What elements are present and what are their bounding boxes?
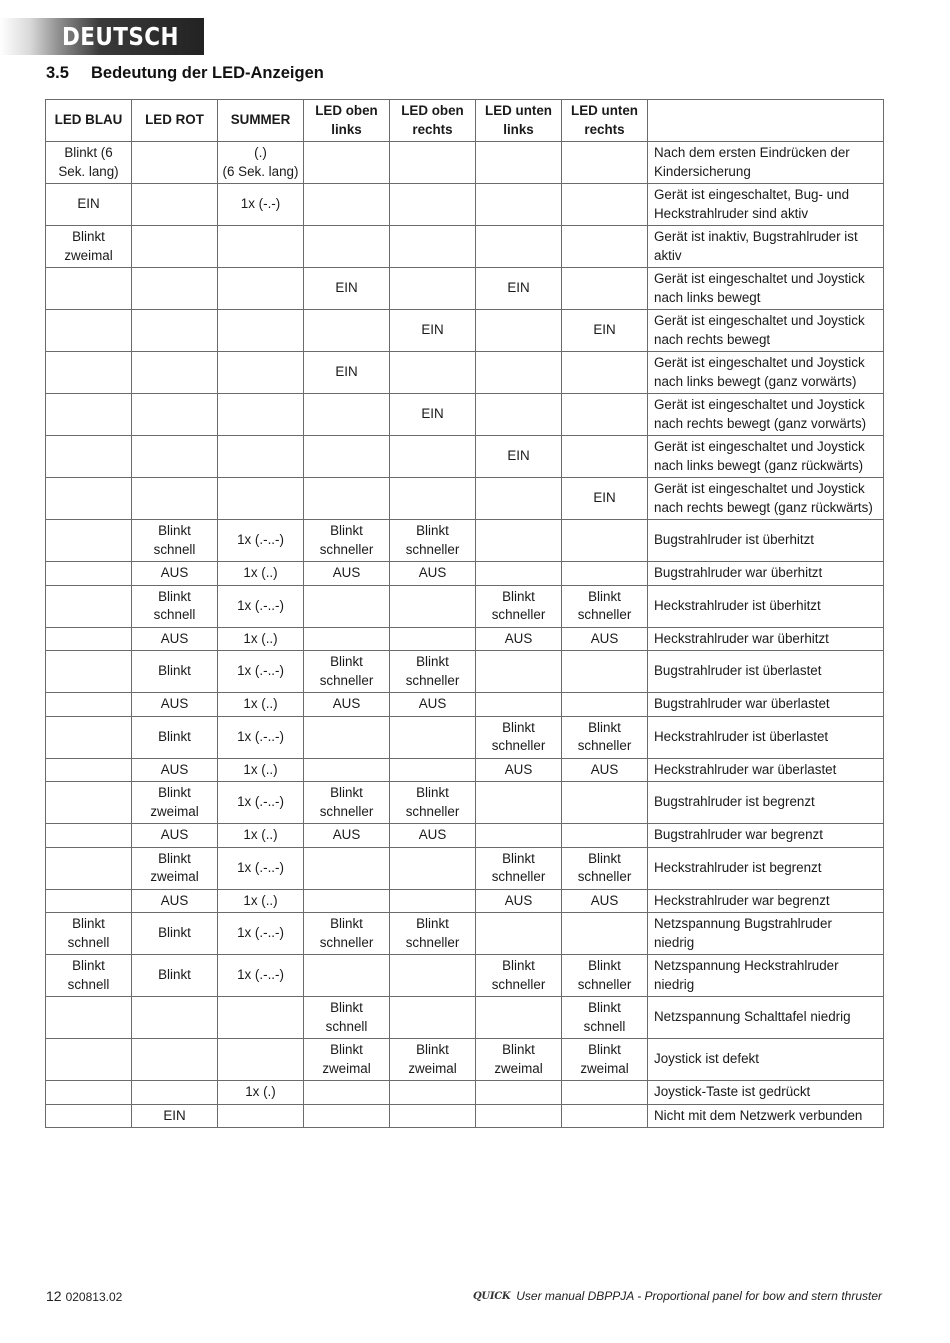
cell-summer xyxy=(218,310,304,352)
cell-led-rot xyxy=(132,436,218,478)
cell-description: Gerät ist inaktiv, Bugstrahlruder ist aktiv xyxy=(648,226,884,268)
cell-led-oben-links xyxy=(304,1104,390,1128)
cell-description: Bugstrahlruder ist überhitzt xyxy=(648,520,884,562)
table-row xyxy=(46,889,884,913)
cell-led-rot xyxy=(132,997,218,1039)
cell-led-blau: EIN xyxy=(46,184,132,226)
cell-led-unten-links xyxy=(476,142,562,184)
cell-led-unten-links xyxy=(476,520,562,562)
header-led-unten-links: LED unten links xyxy=(476,100,562,142)
cell-led-oben-rechts: AUS xyxy=(390,824,476,848)
table-row xyxy=(46,1081,884,1105)
table-row xyxy=(46,782,884,824)
cell-led-unten-rechts xyxy=(562,782,648,824)
cell-led-oben-links xyxy=(304,436,390,478)
cell-led-unten-rechts: Blinkt schneller xyxy=(562,585,648,627)
cell-led-oben-links xyxy=(304,758,390,782)
cell-led-blau xyxy=(46,627,132,651)
cell-led-blau xyxy=(46,847,132,889)
table-row xyxy=(46,1039,884,1081)
cell-description: Heckstrahlruder ist überlastet xyxy=(648,716,884,758)
cell-led-oben-links xyxy=(304,1081,390,1105)
cell-led-unten-links xyxy=(476,651,562,693)
table-row xyxy=(46,436,884,478)
cell-led-unten-links xyxy=(476,913,562,955)
cell-description: Netzspannung Bugstrahlruder niedrig xyxy=(648,913,884,955)
cell-summer xyxy=(218,1039,304,1081)
cell-summer xyxy=(218,478,304,520)
cell-led-blau xyxy=(46,268,132,310)
cell-led-oben-links: EIN xyxy=(304,352,390,394)
cell-led-unten-rechts: AUS xyxy=(562,889,648,913)
cell-led-unten-rechts: Blinkt schneller xyxy=(562,955,648,997)
cell-led-oben-rechts xyxy=(390,478,476,520)
cell-summer: 1x (..) xyxy=(218,693,304,717)
table-row xyxy=(46,585,884,627)
cell-led-unten-links: AUS xyxy=(476,627,562,651)
cell-led-rot: AUS xyxy=(132,693,218,717)
cell-summer: 1x (..) xyxy=(218,562,304,586)
cell-led-unten-rechts xyxy=(562,436,648,478)
cell-led-oben-rechts xyxy=(390,997,476,1039)
cell-led-oben-links xyxy=(304,889,390,913)
cell-led-oben-links xyxy=(304,478,390,520)
cell-summer: 1x (.-..-) xyxy=(218,716,304,758)
cell-description: Bugstrahlruder war begrenzt xyxy=(648,824,884,848)
cell-led-oben-rechts xyxy=(390,585,476,627)
cell-led-unten-rechts xyxy=(562,142,648,184)
cell-led-unten-rechts xyxy=(562,824,648,848)
cell-led-unten-links xyxy=(476,824,562,848)
cell-description: Bugstrahlruder ist überlastet xyxy=(648,651,884,693)
cell-description: Nicht mit dem Netzwerk verbunden xyxy=(648,1104,884,1128)
cell-led-blau xyxy=(46,1104,132,1128)
cell-description: Joystick ist defekt xyxy=(648,1039,884,1081)
language-tab xyxy=(0,18,204,55)
cell-description: Gerät ist eingeschaltet und Joystick nach rechts bewegt (ganz rückwärts) xyxy=(648,478,884,520)
header-led-rot: LED ROT xyxy=(132,100,218,142)
cell-led-blau xyxy=(46,997,132,1039)
cell-led-oben-links: Blinkt zweimal xyxy=(304,1039,390,1081)
footer-manual-info xyxy=(473,1289,882,1303)
cell-led-unten-rechts xyxy=(562,1081,648,1105)
cell-led-unten-links: Blinkt schneller xyxy=(476,716,562,758)
table-row xyxy=(46,520,884,562)
cell-summer: 1x (-.-) xyxy=(218,184,304,226)
cell-summer xyxy=(218,268,304,310)
table-row xyxy=(46,651,884,693)
cell-led-unten-links xyxy=(476,1104,562,1128)
table-header-row xyxy=(46,100,884,142)
cell-led-oben-rechts: Blinkt schneller xyxy=(390,913,476,955)
cell-led-rot xyxy=(132,226,218,268)
cell-led-oben-rechts: EIN xyxy=(390,310,476,352)
cell-led-rot xyxy=(132,352,218,394)
manual-title: User manual DBPPJA - Proportional panel for bow and stern thruster xyxy=(516,1289,882,1303)
language-label: DEUTSCH xyxy=(62,22,179,51)
cell-led-oben-links: AUS xyxy=(304,824,390,848)
cell-led-oben-links xyxy=(304,184,390,226)
cell-led-rot: AUS xyxy=(132,824,218,848)
cell-led-oben-links xyxy=(304,955,390,997)
cell-summer: 1x (.-..-) xyxy=(218,955,304,997)
cell-led-unten-links xyxy=(476,352,562,394)
table-row xyxy=(46,693,884,717)
cell-led-blau xyxy=(46,520,132,562)
header-led-blau: LED BLAU xyxy=(46,100,132,142)
cell-led-blau: Blinkt schnell xyxy=(46,913,132,955)
table-row xyxy=(46,824,884,848)
cell-led-unten-rechts xyxy=(562,520,648,562)
cell-led-oben-rechts xyxy=(390,268,476,310)
section-title xyxy=(46,64,324,83)
cell-led-rot: Blinkt schnell xyxy=(132,585,218,627)
cell-description: Netzspannung Heckstrahlruder niedrig xyxy=(648,955,884,997)
cell-led-unten-links xyxy=(476,562,562,586)
cell-description: Nach dem ersten Eindrücken der Kindersicherung xyxy=(648,142,884,184)
table-row xyxy=(46,913,884,955)
cell-summer xyxy=(218,436,304,478)
table-row xyxy=(46,184,884,226)
cell-led-blau xyxy=(46,478,132,520)
table-row xyxy=(46,955,884,997)
cell-led-oben-rechts xyxy=(390,226,476,268)
cell-led-oben-rechts: Blinkt schneller xyxy=(390,651,476,693)
table-row xyxy=(46,226,884,268)
cell-led-rot: Blinkt zweimal xyxy=(132,847,218,889)
cell-led-oben-links: AUS xyxy=(304,562,390,586)
cell-led-unten-rechts xyxy=(562,913,648,955)
cell-led-rot xyxy=(132,184,218,226)
cell-led-oben-rechts: Blinkt zweimal xyxy=(390,1039,476,1081)
table-body xyxy=(46,142,884,1128)
cell-description: Gerät ist eingeschaltet, Bug- und Heckstrahlruder sind aktiv xyxy=(648,184,884,226)
page-number: 12 xyxy=(46,1288,62,1304)
cell-description: Bugstrahlruder war überhitzt xyxy=(648,562,884,586)
table-row xyxy=(46,394,884,436)
table-row xyxy=(46,847,884,889)
cell-led-blau xyxy=(46,889,132,913)
cell-led-unten-links: Blinkt zweimal xyxy=(476,1039,562,1081)
cell-summer: 1x (.-..-) xyxy=(218,520,304,562)
cell-led-blau xyxy=(46,758,132,782)
cell-led-unten-rechts: EIN xyxy=(562,310,648,352)
cell-led-oben-links: EIN xyxy=(304,268,390,310)
table-row xyxy=(46,627,884,651)
cell-led-unten-links xyxy=(476,184,562,226)
cell-led-rot: Blinkt xyxy=(132,651,218,693)
cell-led-oben-rechts: AUS xyxy=(390,693,476,717)
section-title-text: Bedeutung der LED-Anzeigen xyxy=(91,64,324,82)
cell-led-blau xyxy=(46,436,132,478)
cell-description: Gerät ist eingeschaltet und Joystick nach links bewegt (ganz vorwärts) xyxy=(648,352,884,394)
cell-led-rot xyxy=(132,142,218,184)
cell-led-blau xyxy=(46,585,132,627)
cell-led-unten-links: Blinkt schneller xyxy=(476,955,562,997)
cell-led-blau: Blinkt zweimal xyxy=(46,226,132,268)
cell-led-rot xyxy=(132,310,218,352)
cell-description: Gerät ist eingeschaltet und Joystick nach rechts bewegt (ganz vorwärts) xyxy=(648,394,884,436)
cell-description: Heckstrahlruder ist überhitzt xyxy=(648,585,884,627)
cell-led-oben-rechts: Blinkt schneller xyxy=(390,782,476,824)
header-led-oben-links: LED oben links xyxy=(304,100,390,142)
cell-led-blau xyxy=(46,651,132,693)
cell-led-rot: Blinkt xyxy=(132,955,218,997)
brand-logo: QUICK xyxy=(473,1290,511,1302)
cell-led-blau xyxy=(46,352,132,394)
cell-led-oben-rechts xyxy=(390,716,476,758)
cell-led-rot: AUS xyxy=(132,562,218,586)
table-row xyxy=(46,562,884,586)
cell-led-unten-rechts xyxy=(562,184,648,226)
cell-description: Heckstrahlruder war überlastet xyxy=(648,758,884,782)
cell-led-oben-links xyxy=(304,716,390,758)
cell-led-unten-links: EIN xyxy=(476,268,562,310)
cell-summer xyxy=(218,352,304,394)
cell-summer: 1x (.-..-) xyxy=(218,782,304,824)
cell-description: Gerät ist eingeschaltet und Joystick nach links bewegt (ganz rückwärts) xyxy=(648,436,884,478)
doc-code: 020813.02 xyxy=(65,1290,123,1304)
cell-led-oben-links xyxy=(304,847,390,889)
cell-description: Gerät ist eingeschaltet und Joystick nach rechts bewegt xyxy=(648,310,884,352)
header-description xyxy=(648,100,884,142)
cell-led-rot xyxy=(132,478,218,520)
cell-led-unten-links xyxy=(476,226,562,268)
cell-led-unten-rechts: Blinkt schneller xyxy=(562,847,648,889)
cell-led-blau xyxy=(46,562,132,586)
cell-led-unten-rechts xyxy=(562,693,648,717)
cell-summer: 1x (.-..-) xyxy=(218,913,304,955)
cell-description: Netzspannung Schalttafel niedrig xyxy=(648,997,884,1039)
cell-summer: 1x (.-..-) xyxy=(218,651,304,693)
table-row xyxy=(46,310,884,352)
cell-summer: 1x (.-..-) xyxy=(218,585,304,627)
cell-description: Joystick-Taste ist gedrückt xyxy=(648,1081,884,1105)
cell-led-oben-rechts xyxy=(390,1104,476,1128)
cell-led-rot: Blinkt xyxy=(132,913,218,955)
cell-led-oben-rechts: EIN xyxy=(390,394,476,436)
cell-led-blau xyxy=(46,782,132,824)
cell-led-blau xyxy=(46,693,132,717)
cell-summer: 1x (.-..-) xyxy=(218,847,304,889)
header-led-oben-rechts: LED oben rechts xyxy=(390,100,476,142)
cell-led-oben-links xyxy=(304,226,390,268)
table-row xyxy=(46,716,884,758)
footer-page-info xyxy=(46,1288,122,1304)
cell-led-unten-rechts: Blinkt zweimal xyxy=(562,1039,648,1081)
cell-description: Bugstrahlruder war überlastet xyxy=(648,693,884,717)
cell-summer: 1x (.) xyxy=(218,1081,304,1105)
cell-summer: (.) (6 Sek. lang) xyxy=(218,142,304,184)
cell-summer: 1x (..) xyxy=(218,627,304,651)
cell-led-oben-rechts xyxy=(390,352,476,394)
cell-led-oben-rechts xyxy=(390,955,476,997)
cell-description: Heckstrahlruder war überhitzt xyxy=(648,627,884,651)
cell-summer: 1x (..) xyxy=(218,824,304,848)
table-row xyxy=(46,352,884,394)
cell-led-unten-rechts: Blinkt schneller xyxy=(562,716,648,758)
table-row xyxy=(46,1104,884,1128)
cell-led-oben-links: Blinkt schneller xyxy=(304,913,390,955)
header-led-unten-rechts: LED unten rechts xyxy=(562,100,648,142)
cell-led-blau xyxy=(46,716,132,758)
cell-led-unten-rechts: Blinkt schnell xyxy=(562,997,648,1039)
cell-led-unten-rechts: AUS xyxy=(562,758,648,782)
cell-summer xyxy=(218,997,304,1039)
table-row xyxy=(46,478,884,520)
cell-led-oben-rechts xyxy=(390,627,476,651)
cell-led-rot: Blinkt zweimal xyxy=(132,782,218,824)
section-number: 3.5 xyxy=(46,64,69,82)
cell-description: Heckstrahlruder war begrenzt xyxy=(648,889,884,913)
cell-led-unten-links xyxy=(476,394,562,436)
cell-led-unten-rechts xyxy=(562,394,648,436)
cell-led-unten-rechts xyxy=(562,1104,648,1128)
cell-led-oben-links: Blinkt schneller xyxy=(304,651,390,693)
table-row xyxy=(46,268,884,310)
table-row xyxy=(46,758,884,782)
cell-led-oben-links xyxy=(304,394,390,436)
cell-led-blau xyxy=(46,824,132,848)
cell-led-oben-rechts xyxy=(390,142,476,184)
cell-led-unten-links xyxy=(476,1081,562,1105)
cell-led-rot xyxy=(132,1081,218,1105)
cell-led-blau xyxy=(46,1081,132,1105)
cell-led-blau xyxy=(46,394,132,436)
cell-led-oben-rechts xyxy=(390,847,476,889)
cell-led-rot: Blinkt schnell xyxy=(132,520,218,562)
cell-led-oben-links xyxy=(304,627,390,651)
cell-led-unten-links: AUS xyxy=(476,889,562,913)
cell-led-unten-links xyxy=(476,310,562,352)
cell-led-oben-links xyxy=(304,310,390,352)
cell-led-oben-links: AUS xyxy=(304,693,390,717)
header-summer: SUMMER xyxy=(218,100,304,142)
cell-led-oben-rechts: Blinkt schneller xyxy=(390,520,476,562)
cell-led-rot: Blinkt xyxy=(132,716,218,758)
cell-description: Bugstrahlruder ist begrenzt xyxy=(648,782,884,824)
cell-led-unten-rechts: AUS xyxy=(562,627,648,651)
cell-led-oben-rechts: AUS xyxy=(390,562,476,586)
cell-led-unten-rechts: EIN xyxy=(562,478,648,520)
cell-led-oben-links: Blinkt schneller xyxy=(304,782,390,824)
cell-led-rot: EIN xyxy=(132,1104,218,1128)
cell-led-oben-links xyxy=(304,142,390,184)
cell-summer: 1x (..) xyxy=(218,758,304,782)
cell-led-unten-links: AUS xyxy=(476,758,562,782)
cell-led-oben-rechts xyxy=(390,184,476,226)
cell-led-unten-links xyxy=(476,782,562,824)
cell-led-oben-rechts xyxy=(390,436,476,478)
cell-led-unten-rechts xyxy=(562,226,648,268)
cell-led-unten-links xyxy=(476,997,562,1039)
cell-led-unten-rechts xyxy=(562,562,648,586)
cell-led-oben-links xyxy=(304,585,390,627)
cell-led-rot: AUS xyxy=(132,889,218,913)
cell-led-rot: AUS xyxy=(132,758,218,782)
cell-led-unten-links xyxy=(476,693,562,717)
cell-led-unten-rechts xyxy=(562,651,648,693)
cell-led-blau xyxy=(46,1039,132,1081)
cell-led-oben-rechts xyxy=(390,758,476,782)
cell-summer xyxy=(218,226,304,268)
cell-led-oben-rechts xyxy=(390,1081,476,1105)
cell-led-unten-rechts xyxy=(562,352,648,394)
cell-led-unten-links: Blinkt schneller xyxy=(476,585,562,627)
cell-led-unten-rechts xyxy=(562,268,648,310)
cell-summer xyxy=(218,394,304,436)
cell-led-rot xyxy=(132,394,218,436)
cell-led-oben-links: Blinkt schnell xyxy=(304,997,390,1039)
cell-led-rot xyxy=(132,268,218,310)
cell-led-unten-links: EIN xyxy=(476,436,562,478)
cell-summer: 1x (..) xyxy=(218,889,304,913)
cell-summer xyxy=(218,1104,304,1128)
cell-description: Gerät ist eingeschaltet und Joystick nach links bewegt xyxy=(648,268,884,310)
cell-led-blau: Blinkt schnell xyxy=(46,955,132,997)
cell-description: Heckstrahlruder ist begrenzt xyxy=(648,847,884,889)
table-row xyxy=(46,142,884,184)
cell-led-oben-rechts xyxy=(390,889,476,913)
cell-led-blau xyxy=(46,310,132,352)
cell-led-rot xyxy=(132,1039,218,1081)
led-meaning-table xyxy=(45,99,884,1128)
cell-led-blau: Blinkt (6 Sek. lang) xyxy=(46,142,132,184)
cell-led-unten-links xyxy=(476,478,562,520)
cell-led-rot: AUS xyxy=(132,627,218,651)
cell-led-oben-links: Blinkt schneller xyxy=(304,520,390,562)
table-row xyxy=(46,997,884,1039)
cell-led-unten-links: Blinkt schneller xyxy=(476,847,562,889)
